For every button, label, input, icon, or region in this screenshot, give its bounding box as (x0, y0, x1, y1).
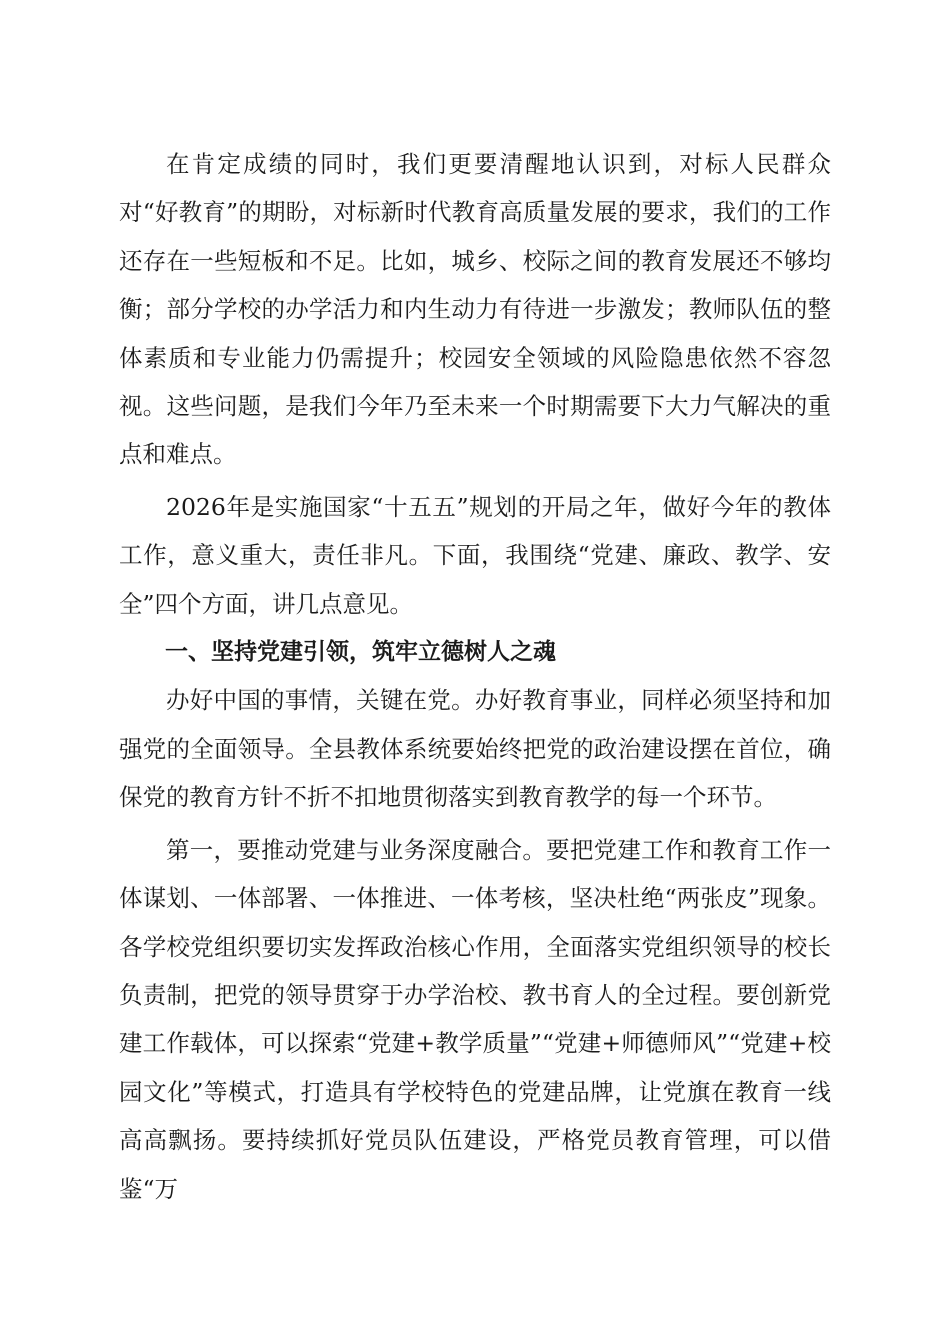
paragraph-shortcomings: 在肯定成绩的同时，我们更要清醒地认识到，对标人民群众对“好教育”的期盼，对标新时代教育高质量发展的要求，我们的工作还存在一些短板和不足。比如，城乡、校际之间的教育发展还不够均衡；部分学校的办学活力和内生动力有待进一步激发；教师队伍的整体素质和专业能力仍需提升；校园安全领域的风险隐患依然不容忽视。这些问题，是我们今年乃至未来一个时期需要下大力气解决的重点和难点。 (119, 150, 831, 469)
paragraph-first-point: 第一，要推动党建与业务深度融合。要把党建工作和教育工作一体谋划、一体部署、一体推进、一体考核，坚决杜绝“两张皮”现象。各学校党组织要切实发挥政治核心作用，全面落实党组织领导的校长负责制，把党的领导贯穿于办学治校、教书育人的全过程。要创新党建工作载体，可以探索“党建+教学质量”“党建+师德师风”“党建+校园文化”等模式，打造具有学校特色的党建品牌，让党旗在教育一线高高飘扬。要持续抓好党员队伍建设，严格党员教育管理，可以借鉴“万 (119, 835, 831, 1203)
section-heading-party-building: 一、坚持党建引领，筑牢立德树人之魂 (165, 639, 556, 666)
paragraph-2026-intro: 2026年是实施国家“十五五”规划的开局之年，做好今年的教体工作，意义重大，责任非凡。下面，我围绕“党建、廉政、教学、安全”四个方面，讲几点意见。 (119, 492, 831, 618)
paragraph-party-leadership: 办好中国的事情，关键在党。办好教育事业，同样必须坚持和加强党的全面领导。全县教体系统要始终把党的政治建设摆在首位，确保党的教育方针不折不扣地贯彻落实到教育教学的每一个环节。 (119, 686, 831, 812)
document-page (119, 140, 831, 1213)
